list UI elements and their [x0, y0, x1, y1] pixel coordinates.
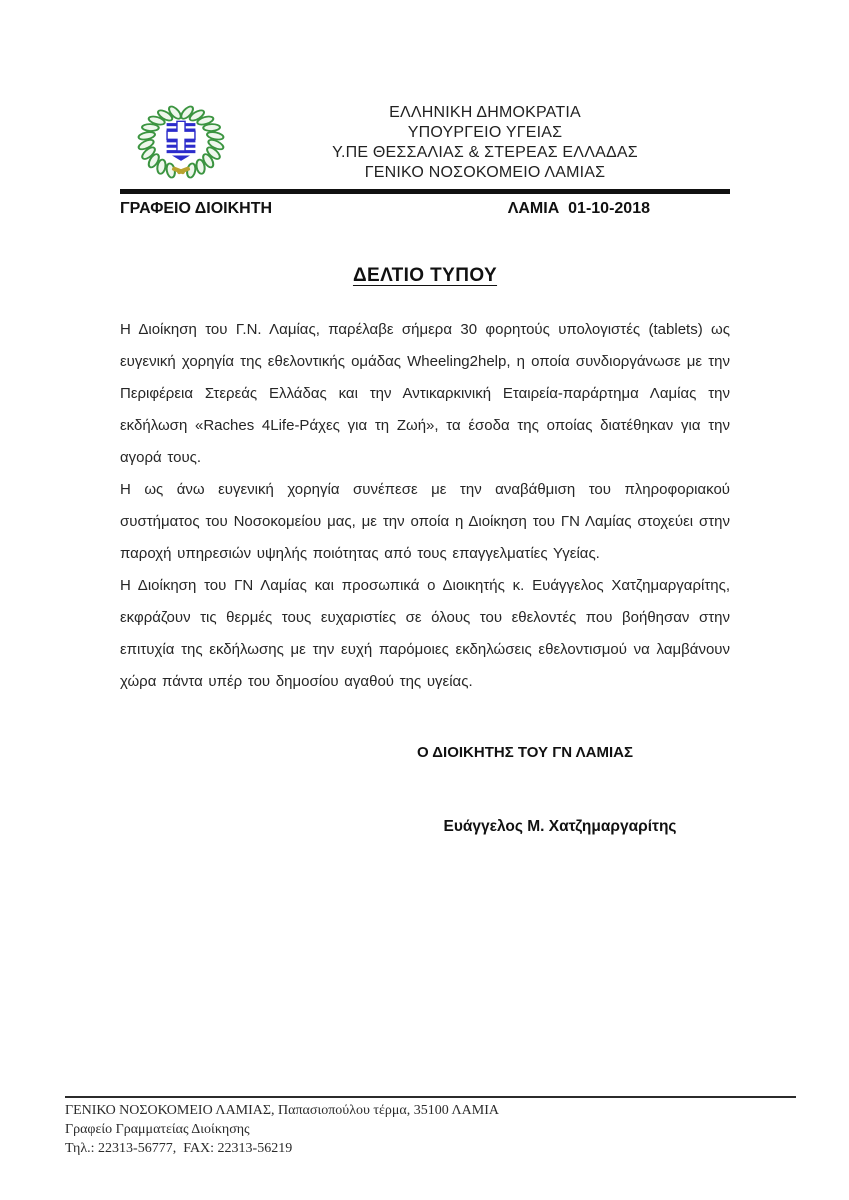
- page-title: ΔΕΛΤΙΟ ΤΥΠΟΥ: [352, 265, 498, 286]
- office-label: ΓΡΑΦΕΙΟ ΔΙΟΙΚΗΤΗ: [120, 200, 273, 217]
- paragraph-3: Η Διοίκηση του ΓΝ Λαμίας και προσωπικά ο Διοικητής κ. Ευάγγελος Χατζημαργαρίτης, εκφράζουν τις θερμές τους ευχαριστίες σε όλους του εθελοντές που βοήθησαν στην επιτυχία της εκδήλωσης με την ευχή παρόμοιες εκδηλώσεις εθελοντισμού να λαμβάνουν χώρα πάντα υπέρ του δημοσίου αγαθού της υγείας.: [120, 577, 730, 690]
- footer-office: Γραφείο Γραμματείας Διοίκησης: [65, 1122, 250, 1137]
- signature-name: Ευάγγελος Μ. Χατζημαργαρίτης: [443, 818, 677, 835]
- signature-title: Ο ΔΙΟΙΚΗΤΗΣ ΤΟΥ ΓΝ ΛΑΜΙΑΣ: [417, 744, 633, 761]
- header-divider: [120, 189, 730, 194]
- letterhead-line-region: Υ.ΠΕ ΘΕΣΣΑΛΙΑΣ & ΣΤΕΡΕΑΣ ΕΛΛΑΔΑΣ: [332, 144, 638, 161]
- greek-coat-of-arms-icon: [136, 103, 226, 186]
- office-row: [120, 200, 730, 218]
- letterhead: [120, 0, 730, 186]
- press-release-body: [120, 314, 730, 698]
- footer-contact-block: [65, 1096, 796, 1158]
- letterhead-line-ministry: ΥΠΟΥΡΓΕΙΟ ΥΓΕΙΑΣ: [407, 124, 563, 141]
- paragraph-2: Η ως άνω ευγενική χορηγία συνέπεσε με την αναβάθμιση του πληροφοριακού συστήματος του Νοσοκομείου μας, με την οποία η Διοίκηση του ΓΝ Λαμίας στοχεύει στην παροχή υπηρεσιών υψηλής ποιότητας από τους επαγγελματίες Υγείας.: [120, 481, 730, 562]
- letterhead-lines: [226, 103, 730, 183]
- paragraph-1: Η Διοίκηση του Γ.Ν. Λαμίας, παρέλαβε σήμερα 30 φορητούς υπολογιστές (tablets) ως ευγενική χορηγία της εθελοντικής ομάδας Wheeling2help, η οποία συνδιοργάνωσε με την Περιφέρεια Στερεάς Ελλάδας και την Αντικαρκινική Εταιρεία-παράρτημα Λαμίας την εκδήλωση «Raches 4Life-Ράχες για τη Ζωή», τα έσοδα της οποίας διατέθηκαν για την αγορά τους.: [120, 321, 730, 466]
- letterhead-line-hospital: ΓΕΝΙΚΟ ΝΟΣΟΚΟΜΕΙΟ ΛΑΜΙΑΣ: [364, 164, 606, 181]
- footer-address: ΓΕΝΙΚΟ ΝΟΣΟΚΟΜΕΙΟ ΛΑΜΙΑΣ, Παπασιοπούλου τέρμα, 35100 ΛΑΜΙΑ: [65, 1103, 499, 1118]
- letterhead-line-republic: ΕΛΛΗΝΙΚΗ ΔΗΜΟΚΡΑΤΙΑ: [389, 104, 581, 121]
- footer-phone-fax: Τηλ.: 22313-56777, FAX: 22313-56219: [65, 1141, 293, 1156]
- place-date: ΛΑΜΙΑ 01-10-2018: [507, 200, 650, 217]
